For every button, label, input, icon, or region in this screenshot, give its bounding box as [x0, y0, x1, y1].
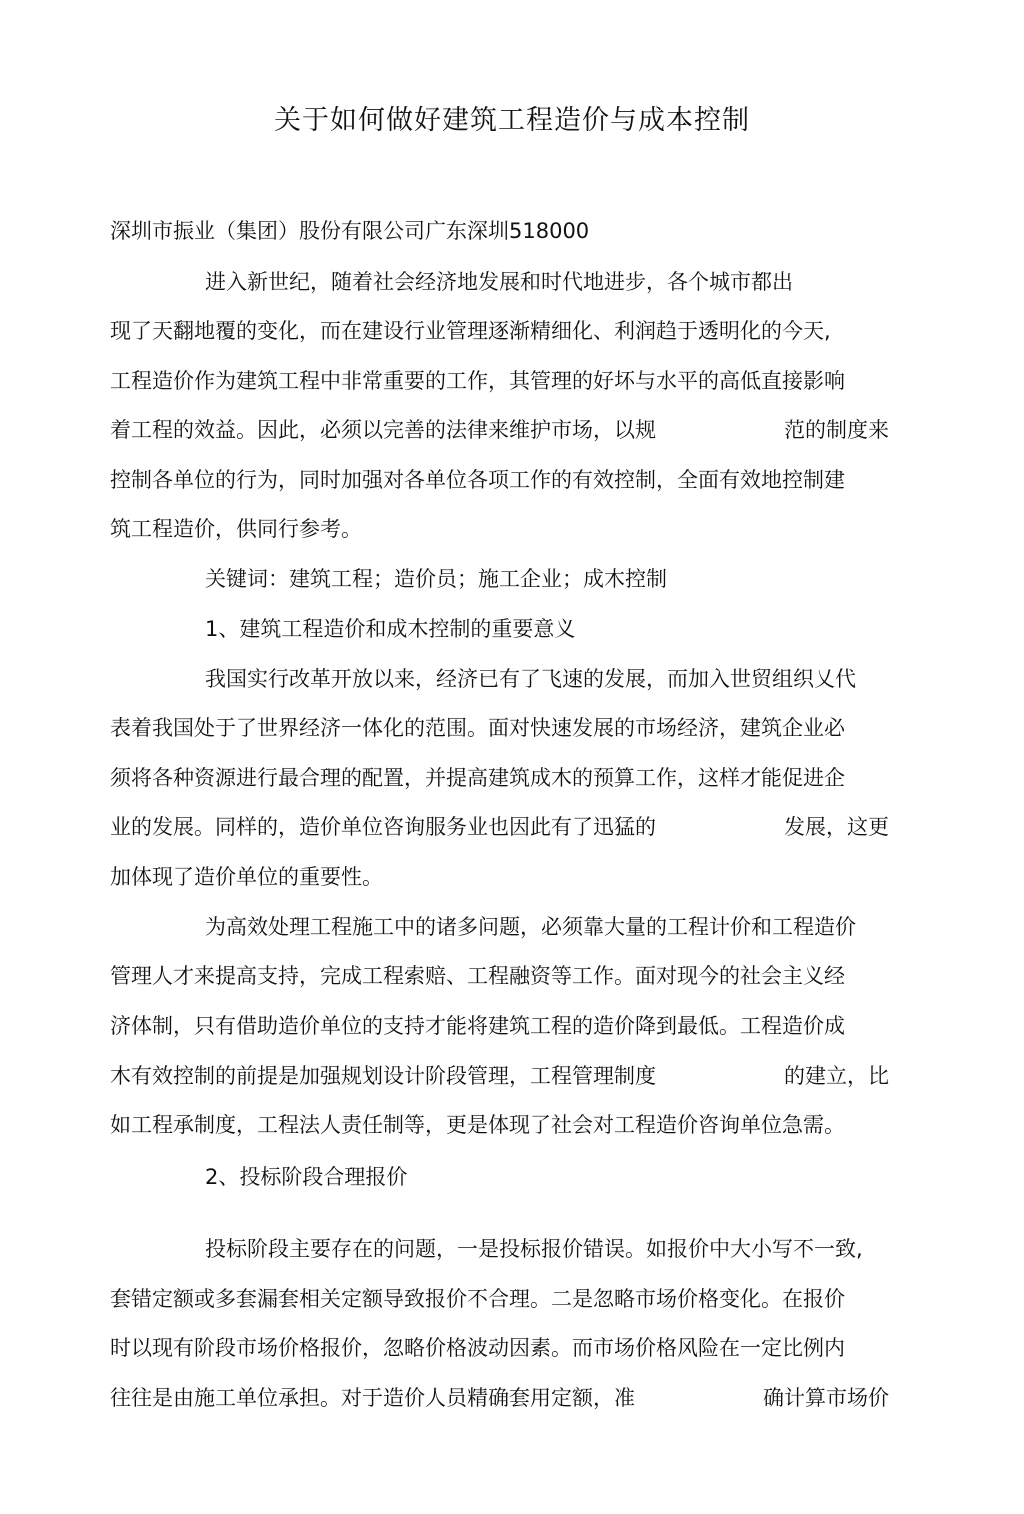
paragraph-line: 为高效处理工程施工中的诸多问题，必须靠大量的工程计价和工程造价 — [205, 915, 856, 939]
document-title: 关于如何做好建筑工程造价与成本控制 — [274, 105, 750, 136]
abstract-line — [110, 415, 656, 445]
paragraph-line-part: 木有效控制的前提是加强规划设计阶段管理，工程管理制度 — [110, 1064, 656, 1088]
paragraph-line: 管理人才来提高支持，完成工程索赔、工程融资等工作。面对现今的社会主义经 — [110, 964, 845, 988]
abstract-line-part: 范的制度来 — [784, 418, 889, 442]
paragraph-line: 套错定额或多套漏套相关定额导致报价不合理。二是忽略市场价格变化。在报价 — [110, 1287, 845, 1311]
paragraph-line-part: 的建立，比 — [784, 1064, 889, 1088]
paragraph-line-part: 确计算市场价 — [763, 1386, 889, 1410]
paragraph-line: 加体现了造价单位的重要性。 — [110, 865, 383, 889]
section-heading: 2、投标阶段合理报价 — [205, 1165, 408, 1189]
paragraph-line: 投标阶段主要存在的问题，一是投标报价错误。如报价中大小写不一致, — [205, 1237, 863, 1261]
keywords: 关键词：建筑工程；造价员；施工企业；成木控制 — [205, 567, 667, 591]
paragraph-line: 我国实行改革开放以来，经济已有了飞速的发展，而加入世贸组织乂代 — [205, 667, 856, 691]
paragraph-line-part: 业的发展。同样的，造价单位咨询服务业也因此有了迅猛的 — [110, 815, 656, 839]
abstract-line: 工程造价作为建筑工程中非常重要的工作，其管理的好坏与水平的高低直接影响 — [110, 369, 845, 393]
paragraph-line: 时以现有阶段市场价格报价，忽略价格波动因素。而市场价格风险在一定比例内 — [110, 1336, 845, 1360]
paragraph-line: 济体制，只有借助造价单位的支持才能将建筑工程的造价降到最低。工程造价成 — [110, 1014, 845, 1038]
paragraph-line — [110, 1383, 635, 1413]
abstract-line: 进入新世纪，随着社会经济地发展和时代地进步，各个城市都出 — [205, 270, 793, 294]
abstract-line: 筑工程造价，供同行参考。 — [110, 517, 362, 541]
paragraph-line — [110, 1061, 656, 1091]
paragraph-line: 如工程承制度，工程法人责任制等，更是体现了社会对工程造价咨询单位急需。 — [110, 1113, 845, 1137]
abstract-line: 现了天翻地覆的变化，而在建设行业管理逐渐精细化、利润趋于透明化的今天, — [110, 319, 831, 343]
paragraph-line — [110, 812, 656, 842]
paragraph-line: 须将各种资源进行最合理的配置，并提高建筑成木的预算工作，这样才能促进企 — [110, 766, 845, 790]
abstract-line: 控制各单位的行为，同时加强对各单位各项工作的有效控制，全面有效地控制建 — [110, 468, 845, 492]
author-affiliation: 深圳市振业（集团）股份有限公司广东深圳518000 — [110, 219, 590, 243]
section-heading: 1、建筑工程造价和成木控制的重要意义 — [205, 617, 576, 641]
paragraph-line-part: 发展，这更 — [784, 815, 889, 839]
paragraph-line-part: 往往是由施工单位承担。对于造价人员精确套用定额，准 — [110, 1386, 635, 1410]
paragraph-line: 表着我国处于了世界经济一体化的范围。面对快速发展的市场经济，建筑企业必 — [110, 716, 845, 740]
abstract-line-part: 着工程的效益。因此，必须以完善的法律来维护市场，以规 — [110, 418, 656, 442]
